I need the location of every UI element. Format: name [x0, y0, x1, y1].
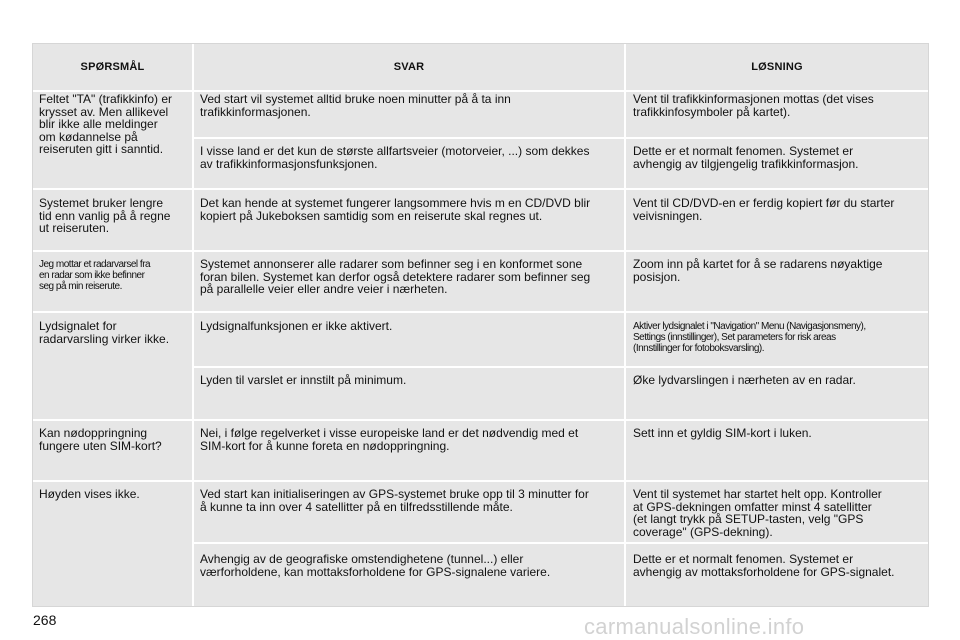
column-divider [192, 44, 194, 606]
row3-answer: Systemet annonserer alle radarer som befinner seg i en konformet sone foran bilen. Systemet kan derfor også detektere radarer som befinner seg på parallelle veier eller andre veier i nærheten. [200, 257, 591, 297]
row4-question: Lydsignalet for radarvarsling virker ikke. [39, 319, 170, 346]
page-number: 268 [33, 612, 57, 628]
row6b-solution: Dette er et normalt fenomen. Systemet er avhengig av mottaksforholdene for GPS-signalet. [633, 552, 895, 579]
header-answer: SVAR [393, 61, 425, 73]
row1b-answer: I visse land er det kun de største allfartsveier (motorveier, ...) som dekkes av trafikkinformasjonsfunksjonen. [200, 144, 590, 171]
sub-row-divider [194, 137, 928, 139]
row5-question: Kan nødoppringning fungere uten SIM-kort? [39, 426, 162, 453]
row6-question: Høyden vises ikke. [39, 487, 140, 501]
row6a-answer: Ved start kan initialiseringen av GPS-systemet bruke opp til 3 minutter for å kunne ta inn over 4 satellitter på en tilfredsstillende måte. [200, 487, 589, 514]
sub-row-divider [194, 366, 928, 368]
row2-question: Systemet bruker lengre tid enn vanlig på å regne ut reiseruten. [39, 196, 171, 236]
row3-solution: Zoom inn på kartet for å se radarens nøyaktige posisjon. [633, 257, 883, 284]
row-divider [33, 250, 928, 252]
row1b-solution: Dette er et normalt fenomen. Systemet er avhengig av tilgjengelig trafikkinformasjon. [633, 144, 859, 171]
row2-solution: Vent til CD/DVD-en er ferdig kopiert før du starter veivisningen. [633, 196, 895, 223]
row2-answer: Det kan hende at systemet fungerer langsommere hvis m en CD/DVD blir kopiert på Jukeboksen samtidig som en reiserute skal regnes ut. [200, 196, 591, 223]
sub-row-divider [194, 542, 928, 544]
troubleshooting-table [32, 43, 929, 607]
header-solution: LØSNING [751, 61, 803, 73]
watermark: carmanualsonline.info [584, 614, 805, 639]
header-question: SPØRSMÅL [80, 61, 145, 73]
row1-question: Feltet "TA" (trafikkinfo) er krysset av. Men allikevel blir ikke alle meldinger om kødannelse på reiseruten gitt i sanntid. [39, 92, 172, 157]
row-divider [33, 419, 928, 421]
row3-question: Jeg mottar et radarvarsel fra en radar som ikke befinner seg på min reiserute. [39, 259, 151, 292]
row-divider [33, 188, 928, 190]
row4b-solution: Øke lydvarslingen i nærheten av en radar. [633, 373, 856, 387]
row-divider [33, 480, 928, 482]
row4b-answer: Lyden til varslet er innstilt på minimum. [200, 373, 407, 387]
row5-answer: Nei, i følge regelverket i visse europeiske land er det nødvendig med et SIM-kort for å kunne foreta en nødoppringning. [200, 426, 579, 453]
column-divider [624, 44, 626, 606]
row6b-answer: Avhengig av de geografiske omstendighetene (tunnel...) eller værforholdene, kan mottaksforholdene for GPS-signalene variere. [200, 552, 551, 579]
row1a-answer: Ved start vil systemet alltid bruke noen minutter på å ta inn trafikkinformasjonen. [200, 92, 511, 119]
row4a-answer: Lydsignalfunksjonen er ikke aktivert. [200, 319, 393, 333]
row1a-solution: Vent til trafikkinformasjonen mottas (det vises trafikkinfosymboler på kartet). [633, 92, 874, 119]
row4a-solution: Aktiver lydsignalet i "Navigation" Menu (Navigasjonsmeny), Settings (innstillinger), Set parameters for risk areas (Innstillinger for fotoboksvarsling). [633, 321, 866, 354]
row-divider [33, 311, 928, 313]
row5-solution: Sett inn et gyldig SIM-kort i luken. [633, 426, 812, 440]
row6a-solution: Vent til systemet har startet helt opp. Kontroller at GPS-dekningen omfatter minst 4 satellitter (et langt trykk på SETUP-tasten, velg "GPS coverage" (GPS-dekning). [633, 487, 882, 539]
